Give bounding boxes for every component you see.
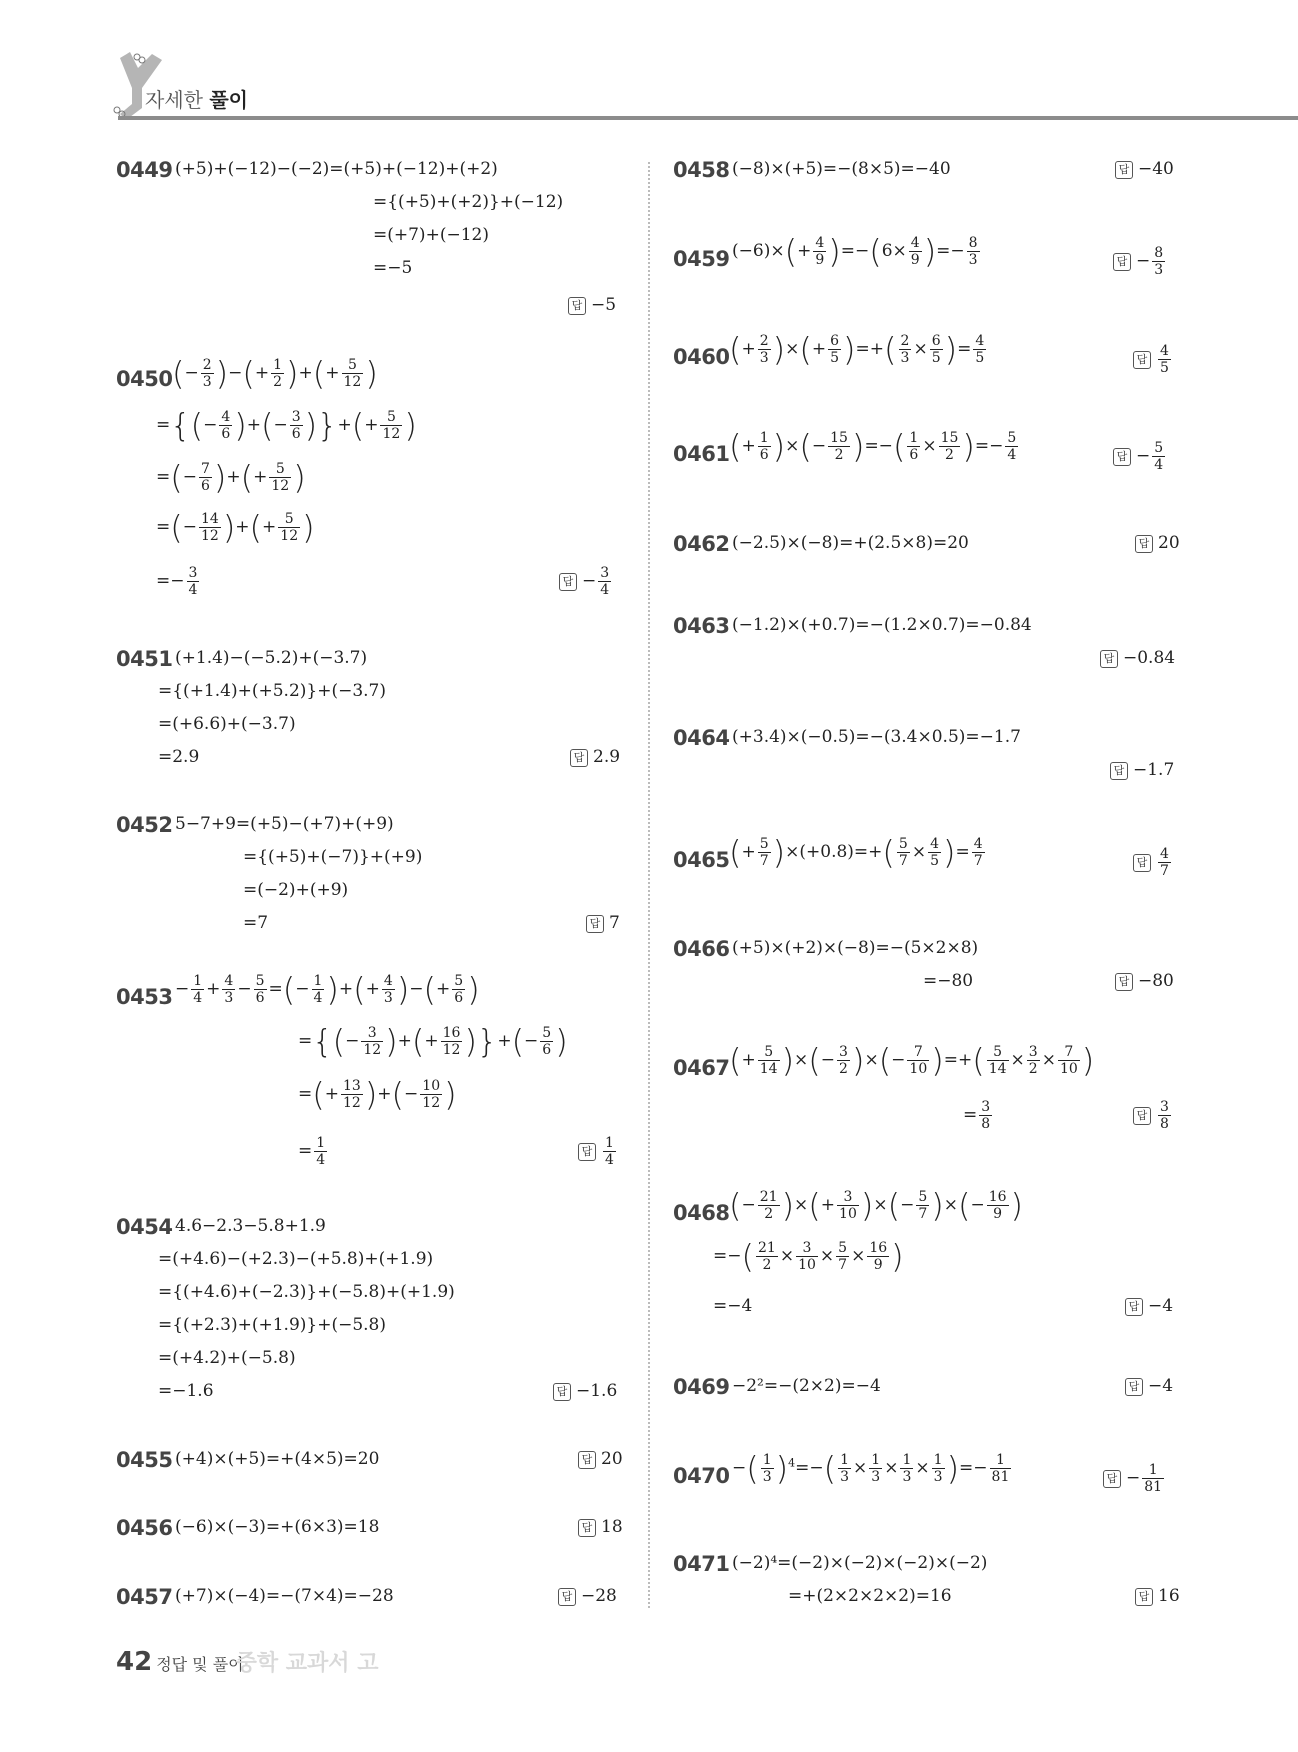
fraction: $\frac{5}{4}$	[1154, 440, 1164, 473]
fraction: $\frac{15}{2}$	[940, 430, 959, 463]
problem-number: 0466	[673, 937, 730, 961]
fraction: $\frac{21}{2}$	[757, 1240, 776, 1273]
fraction: $\frac{4}{6}$	[221, 409, 231, 442]
problem-number: 0459	[673, 247, 730, 271]
fraction: $\frac{16}{9}$	[869, 1240, 888, 1273]
page-footer	[116, 1646, 378, 1677]
answer: 답 −4	[1125, 1375, 1173, 1397]
step-line: 4.6−2.3−5.8+1.9	[175, 1216, 326, 1236]
answer	[1133, 343, 1173, 376]
step-line: =+(2×2×2×2)=16	[788, 1586, 952, 1606]
answer: 답 −5	[568, 294, 616, 316]
fraction: $\frac{5}{6}$	[454, 973, 464, 1006]
fraction: $\frac{2}{3}$	[900, 333, 910, 366]
answer: 답 −4	[1125, 1295, 1173, 1317]
step-line: (−2.5)×(−8)=+(2.5×8)=20	[732, 533, 969, 553]
fraction: $\frac{2}{3}$	[202, 357, 212, 390]
answer-icon: 답	[558, 1588, 576, 1606]
fraction: $\frac{3}{8}$	[981, 1099, 991, 1132]
fraction: $\frac{5}{14}$	[988, 1044, 1007, 1077]
fraction: $\frac{3}{12}$	[363, 1025, 382, 1058]
answer-icon: 답	[553, 1383, 571, 1401]
problem-number: 0451	[116, 647, 173, 671]
step-line: ={(− $\frac{3}{12}$ )+(+ $\frac{16}{12}$ )}+(− $\frac{5}{6}$ )	[298, 1022, 568, 1061]
problem-number: 0470	[673, 1464, 730, 1488]
answer: 답 18	[578, 1516, 623, 1538]
answer: 답 7	[586, 912, 620, 934]
fraction: $\frac{21}{2}$	[759, 1189, 778, 1222]
fraction: $\frac{7}{10}$	[909, 1044, 928, 1077]
problem-number: 0450	[116, 367, 173, 391]
fraction: $\frac{1}{3}$	[902, 1452, 912, 1485]
step-line: (+1.4)−(−5.2)+(−3.7)	[175, 648, 368, 668]
step-line: =(+4.6)−(+2.3)−(+5.8)+(+1.9)	[158, 1249, 434, 1269]
step-line: =7	[243, 913, 269, 933]
problem-number: 0461	[673, 442, 730, 466]
problem-number: 0471	[673, 1552, 730, 1576]
step-line: = $\frac{3}{8}$	[963, 1099, 991, 1132]
fraction: $\frac{5}{7}$	[838, 1240, 848, 1273]
step-line: =(+ $\frac{13}{12}$ )+(− $\frac{10}{12}$ )	[298, 1075, 457, 1114]
fraction: $\frac{6}{5}$	[830, 333, 840, 366]
answer-icon: 답	[559, 573, 577, 591]
fraction: $\frac{4}{9}$	[815, 235, 825, 268]
fraction: $\frac{5}{14}$	[759, 1044, 778, 1077]
answer-icon: 답	[568, 297, 586, 315]
fraction: $\frac{1}{2}$	[273, 357, 283, 390]
answer-icon: 답	[1103, 1470, 1121, 1488]
step-line: (+5)×(+2)×(−8)=−(5×2×8)	[732, 938, 979, 958]
step-line: =−4	[713, 1296, 753, 1316]
answer-icon: 답	[1115, 161, 1133, 179]
answer: 답 −1.7	[1110, 759, 1174, 781]
fraction: $\frac{3}{10}$	[839, 1189, 857, 1222]
step-line: = $\frac{1}{4}$	[298, 1135, 326, 1168]
answer-icon: 답	[586, 915, 604, 933]
column-divider	[648, 162, 650, 1608]
fraction: $\frac{1}{3}$	[871, 1452, 881, 1485]
answer: 답 20	[1135, 532, 1180, 554]
step-line: (+5)+(−12)−(−2)=(+5)+(−12)+(+2)	[175, 159, 498, 179]
answer: 답 −40	[1115, 158, 1174, 180]
answer-icon: 답	[1135, 535, 1153, 553]
fraction: $\frac{5}{6}$	[255, 973, 265, 1006]
problem-number: 0456	[116, 1516, 173, 1540]
step-line: =−80	[923, 971, 974, 991]
fraction: $\frac{8}{3}$	[968, 235, 978, 268]
fraction: $\frac{4}{5}$	[930, 836, 939, 869]
fraction: $\frac{10}{12}$	[422, 1078, 441, 1111]
answer-icon: 답	[1133, 1107, 1151, 1125]
problem-number: 0462	[673, 532, 730, 556]
step-line: ={(+2.3)+(+1.9)}+(−5.8)	[158, 1315, 386, 1335]
answer-icon: 답	[1115, 973, 1133, 991]
fraction: $\frac{14}{12}$	[200, 511, 219, 544]
footer-label: 정답 및 풀이	[156, 1655, 244, 1674]
answer	[578, 1135, 618, 1168]
problem-number: 0453	[116, 985, 173, 1009]
fraction: $\frac{1}{4}$	[193, 973, 203, 1006]
answer: 답 16	[1135, 1585, 1180, 1607]
answer-icon: 답	[570, 749, 588, 767]
answer-icon: 답	[578, 1451, 596, 1469]
step-line: (−8)×(+5)=−(8×5)=−40	[732, 159, 951, 179]
step-line: (+4)×(+5)=+(4×5)=20	[175, 1449, 380, 1469]
step-line: =−5	[373, 258, 413, 278]
problem-number: 0455	[116, 1448, 173, 1472]
fraction: $\frac{3}{4}$	[188, 565, 198, 598]
footer-watermark: 중학 교과서 고	[235, 1651, 379, 1676]
fraction: $\frac{1}{3}$	[933, 1452, 943, 1485]
fraction: $\frac{4}{7}$	[973, 836, 983, 869]
step-line: (−6)×(+ $\frac{4}{9}$ )=−(6× $\frac{4}{9}$ )=− $\frac{8}{3}$	[732, 232, 978, 271]
answer: 답 − $\frac{8}{3}$	[1113, 245, 1167, 278]
problem-number: 0468	[673, 1201, 730, 1225]
step-line: (−2)⁴=(−2)×(−2)×(−2)×(−2)	[732, 1553, 988, 1573]
step-line: −( $\frac{1}{3}$ )$^4$=−( $\frac{1}{3}$ × $\frac{1}{3}$ × $\frac{1}{3}$ × $\frac{1}{3}$ )=− $\frac{1}{81}$	[732, 1449, 1010, 1488]
fraction: $\frac{1}{4}$	[605, 1135, 614, 1168]
answer-icon: 답	[1125, 1378, 1143, 1396]
fraction: $\frac{4}{3}$	[224, 973, 234, 1006]
step-line: =−1.6	[158, 1381, 214, 1401]
step-line: =(+4.2)+(−5.8)	[158, 1348, 296, 1368]
problem-number: 0469	[673, 1375, 730, 1399]
header-title-light: 자세한	[145, 88, 203, 112]
fraction: $\frac{5}{12}$	[382, 409, 401, 442]
fraction: $\frac{5}{7}$	[898, 836, 908, 869]
problem-number: 0464	[673, 726, 730, 750]
problem-number: 0463	[673, 614, 730, 638]
problem-number: 0465	[673, 848, 730, 872]
fraction: $\frac{5}{7}$	[759, 836, 769, 869]
step-line: ={(+4.6)+(−2.3)}+(−5.8)+(+1.9)	[158, 1282, 455, 1302]
answer: 답 − $\frac{1}{81}$	[1103, 1462, 1166, 1495]
answer	[1133, 1099, 1173, 1132]
answer-icon: 답	[1110, 762, 1128, 780]
fraction: $\frac{5}{4}$	[1007, 430, 1017, 463]
fraction: $\frac{1}{3}$	[762, 1452, 772, 1485]
step-line: − $\frac{1}{4}$ + $\frac{4}{3}$ − $\frac{5}{6}$ =(− $\frac{1}{4}$ )+(+ $\frac{4}{3}$ )−(+ $\frac{5}{6}$ )	[175, 970, 480, 1009]
fraction: $\frac{1}{81}$	[1144, 1462, 1163, 1495]
answer	[1133, 846, 1173, 879]
fraction: $\frac{15}{2}$	[830, 430, 848, 463]
step-line: =(−2)+(+9)	[243, 880, 349, 900]
fraction: $\frac{7}{6}$	[200, 461, 210, 494]
answer-icon: 답	[1113, 253, 1131, 271]
step-line: ={(+5)+(−7)}+(+9)	[243, 847, 423, 867]
fraction: $\frac{4}{5}$	[1160, 343, 1169, 376]
header-title	[145, 84, 248, 113]
answer-icon: 답	[1133, 854, 1151, 872]
fraction: $\frac{1}{4}$	[316, 1135, 326, 1168]
problem-number: 0457	[116, 1585, 173, 1609]
step-line: ={(− $\frac{4}{6}$ )+(− $\frac{3}{6}$ )}+(+ $\frac{5}{12}$ )	[156, 406, 417, 445]
step-line: =(+6.6)+(−3.7)	[158, 714, 296, 734]
step-line: =(+7)+(−12)	[373, 225, 489, 245]
answer-icon: 답	[1100, 650, 1118, 668]
fraction: $\frac{8}{3}$	[1154, 245, 1164, 278]
fraction: $\frac{1}{4}$	[313, 973, 323, 1006]
step-line: (− $\frac{21}{2}$ )×(+ $\frac{3}{10}$ )×(− $\frac{5}{7}$ )×(− $\frac{16}{9}$ )	[729, 1186, 1024, 1225]
step-line: (+3.4)×(−0.5)=−(3.4×0.5)=−1.7	[732, 727, 1021, 747]
answer: 답 −1.6	[553, 1380, 617, 1402]
fraction: $\frac{2}{3}$	[759, 333, 769, 366]
fraction: $\frac{6}{5}$	[931, 333, 941, 366]
fraction: $\frac{3}{6}$	[291, 409, 301, 442]
fraction: $\frac{1}{6}$	[909, 430, 919, 463]
fraction: $\frac{4}{7}$	[1160, 846, 1169, 879]
fraction: $\frac{5}{12}$	[280, 511, 299, 544]
problem-number: 0467	[673, 1056, 730, 1080]
problem-number: 0460	[673, 345, 730, 369]
answer: 답 − $\frac{3}{4}$	[559, 565, 613, 598]
fraction: $\frac{3}{4}$	[600, 565, 610, 598]
step-line: =(− $\frac{14}{12}$ )+(+ $\frac{5}{12}$ )	[156, 508, 315, 547]
step-line: =(− $\frac{7}{6}$ )+(+ $\frac{5}{12}$ )	[156, 458, 306, 497]
fraction: $\frac{4}{9}$	[910, 235, 920, 268]
problem-number: 0449	[116, 158, 173, 182]
step-line: (−6)×(−3)=+(6×3)=18	[175, 1517, 380, 1537]
answer: 답 2.9	[570, 746, 620, 768]
fraction: $\frac{3}{8}$	[1160, 1099, 1169, 1132]
fraction: $\frac{5}{7}$	[918, 1189, 928, 1222]
step-line: =2.9	[158, 747, 200, 767]
fraction: $\frac{4}{3}$	[383, 973, 393, 1006]
fraction: $\frac{5}{12}$	[343, 357, 362, 390]
step-line: =−( $\frac{21}{2}$ × $\frac{3}{10}$ × $\frac{5}{7}$ × $\frac{16}{9}$ )	[713, 1237, 904, 1276]
problem-number: 0452	[116, 813, 173, 837]
fraction: $\frac{1}{81}$	[991, 1452, 1010, 1485]
answer: 답 −80	[1115, 970, 1174, 992]
answer: 답 20	[578, 1448, 623, 1470]
step-line: ={(+1.4)+(+5.2)}+(−3.7)	[158, 681, 386, 701]
answer-icon: 답	[1135, 1588, 1153, 1606]
answer: 답 − $\frac{5}{4}$	[1113, 440, 1167, 473]
fraction: $\frac{1}{3}$	[840, 1452, 850, 1485]
fraction: $\frac{3}{2}$	[1028, 1044, 1038, 1077]
step-line: (+ $\frac{2}{3}$ )×(+ $\frac{6}{5}$ )=+( $\frac{2}{3}$ × $\frac{6}{5}$ )= $\frac{4}{5}$	[729, 330, 985, 369]
answer-icon: 답	[1113, 448, 1131, 466]
fraction: $\frac{3}{10}$	[798, 1240, 816, 1273]
fraction: $\frac{5}{6}$	[542, 1025, 552, 1058]
answer-icon: 답	[578, 1143, 596, 1161]
fraction: $\frac{5}{12}$	[271, 461, 290, 494]
fraction: $\frac{3}{2}$	[839, 1044, 848, 1077]
step-line: (+ $\frac{5}{14}$ )×(− $\frac{3}{2}$ )×(− $\frac{7}{10}$ )=+( $\frac{5}{14}$ × $\frac{3}{2}$ × $\frac{7}{10}$ )	[729, 1041, 1095, 1080]
step-line: ={(+5)+(+2)}+(−12)	[373, 192, 564, 212]
problem-number: 0454	[116, 1215, 173, 1239]
step-line: =− $\frac{3}{4}$	[156, 565, 198, 598]
fraction: $\frac{13}{12}$	[342, 1078, 361, 1111]
fraction: $\frac{7}{10}$	[1059, 1044, 1078, 1077]
answer-icon: 답	[1133, 351, 1151, 369]
step-line: (+ $\frac{1}{6}$ )×(− $\frac{15}{2}$ )=−( $\frac{1}{6}$ × $\frac{15}{2}$ )=− $\frac{5}{4}$	[729, 427, 1017, 466]
answer-icon: 답	[1125, 1298, 1143, 1316]
step-line: 5−7+9=(+5)−(+7)+(+9)	[175, 814, 394, 834]
step-line: (+ $\frac{5}{7}$ )×(+0.8)=+( $\frac{5}{7}$ × $\frac{4}{5}$ )= $\frac{4}{7}$	[729, 833, 983, 872]
header-title-bold: 풀이	[209, 88, 248, 112]
step-line: (−1.2)×(+0.7)=−(1.2×0.7)=−0.84	[732, 615, 1032, 635]
step-line: (+7)×(−4)=−(7×4)=−28	[175, 1586, 394, 1606]
step-line: −2²=−(2×2)=−4	[732, 1376, 881, 1396]
fraction: $\frac{16}{9}$	[988, 1189, 1007, 1222]
fraction: $\frac{16}{12}$	[442, 1025, 461, 1058]
fraction: $\frac{4}{5}$	[975, 333, 985, 366]
answer: 답 −0.84	[1100, 647, 1175, 669]
answer-icon: 답	[578, 1519, 596, 1537]
step-line: (− $\frac{2}{3}$ )−(+ $\frac{1}{2}$ )+(+ $\frac{5}{12}$ )	[172, 354, 378, 393]
fraction: $\frac{1}{6}$	[759, 430, 769, 463]
problem-number: 0458	[673, 158, 730, 182]
header-rule	[118, 116, 1298, 120]
page-number: 42	[116, 1647, 153, 1677]
answer: 답 −28	[558, 1585, 617, 1607]
